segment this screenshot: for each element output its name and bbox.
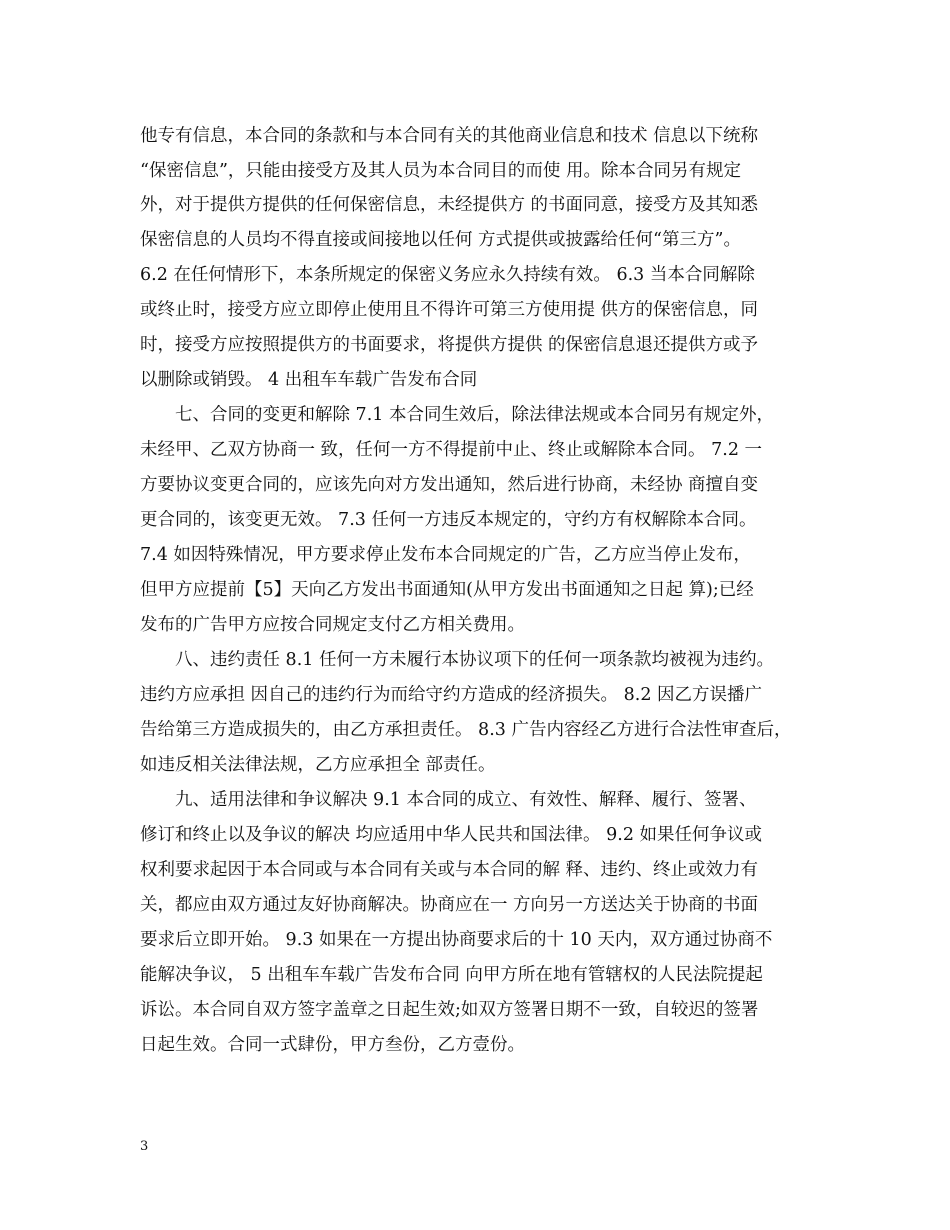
text-line: 或终止时，接受方应立即停止使用且不得许可第三方使用提 供方的保密信息，同	[140, 300, 759, 320]
text-line: 如违反相关法律法规，乙方应承担全 部责任。	[140, 755, 496, 775]
text-line: 日起生效。合同一式肆份，甲方叁份，乙方壹份。	[140, 1035, 525, 1055]
text-line: 权利要求起因于本合同或与本合同有关或与本合同的解 释、违约、终止或效力有	[140, 860, 759, 880]
text-line: 告给第三方造成损失的，由乙方承担责任。 8.3 广告内容经乙方进行合法性审查后，	[140, 720, 792, 740]
text-line: 时，接受方应按照提供方的书面要求，将提供方提供 的保密信息退还提供方或予	[140, 335, 759, 355]
paragraph-heading-line: 八、违约责任 8.1 任何一方未履行本协议项下的任何一项条款均被视为违约。	[175, 650, 774, 670]
text-line: 保密信息的人员均不得直接或间接地以任何 方式提供或披露给任何“第三方”。	[140, 230, 741, 250]
text-line: 关，都应由双方通过友好协商解决。协商应在一 方向另一方送达关于协商的书面	[140, 895, 759, 915]
text-line: 但甲方应提前【5】天向乙方发出书面通知(从甲方发出书面通知之日起 算);已经	[140, 580, 754, 600]
paragraph-heading-line: 七、合同的变更和解除 7.1 本合同生效后，除法律法规或本合同另有规定外，	[175, 405, 774, 425]
text-line: 发布的广告甲方应按合同规定支付乙方相关费用。	[140, 615, 525, 635]
text-line: 修订和终止以及争议的解决 均应适用中华人民共和国法律。 9.2 如果任何争议或	[140, 825, 763, 845]
text-line: 未经甲、乙双方协商一 致，任何一方不得提前中止、终止或解除本合同。 7.2 一	[140, 440, 763, 460]
paragraph-heading-line: 九、适用法律和争议解决 9.1 本合同的成立、有效性、解释、履行、签署、	[175, 790, 757, 810]
text-line: 更合同的，该变更无效。 7.3 任何一方违反本规定的，守约方有权解除本合同。	[140, 510, 757, 530]
text-line: 外，对于提供方提供的任何保密信息，未经提供方 的书面同意，接受方及其知悉	[140, 195, 759, 215]
text-line: 6.2 在任何情形下，本条所规定的保密义务应永久持续有效。 6.3 当本合同解除	[140, 265, 755, 285]
text-line: 他专有信息，本合同的条款和与本合同有关的其他商业信息和技术 信息以下统称	[140, 126, 759, 146]
text-line: 要求后立即开始。 9.3 如果在一方提出协商要求后的十 10 天内，双方通过协商不	[140, 930, 773, 950]
text-line: 以删除或销毁。 4 出租车车载广告发布合同	[140, 370, 478, 390]
text-line: 诉讼。本合同自双方签字盖章之日起生效;如双方签署日期不一致，自较迟的签署	[140, 1000, 759, 1020]
page-number: 3	[140, 1139, 149, 1154]
text-line: “保密信息”，只能由接受方及其人员为本合同目的而使 用。除本合同另有规定	[140, 161, 741, 181]
text-line: 违约方应承担 因自己的违约行为而给守约方造成的经济损失。 8.2 因乙方误播广	[140, 685, 763, 705]
text-line: 能解决争议， 5 出租车车载广告发布合同 向甲方所在地有管辖权的人民法院提起	[140, 965, 763, 985]
text-line: 7.4 如因特殊情况，甲方要求停止发布本合同规定的广告，乙方应当停止发布，	[140, 545, 751, 565]
text-line: 方要协议变更合同的，应该先向对方发出通知，然后进行协商，未经协 商擅自变	[140, 475, 759, 495]
